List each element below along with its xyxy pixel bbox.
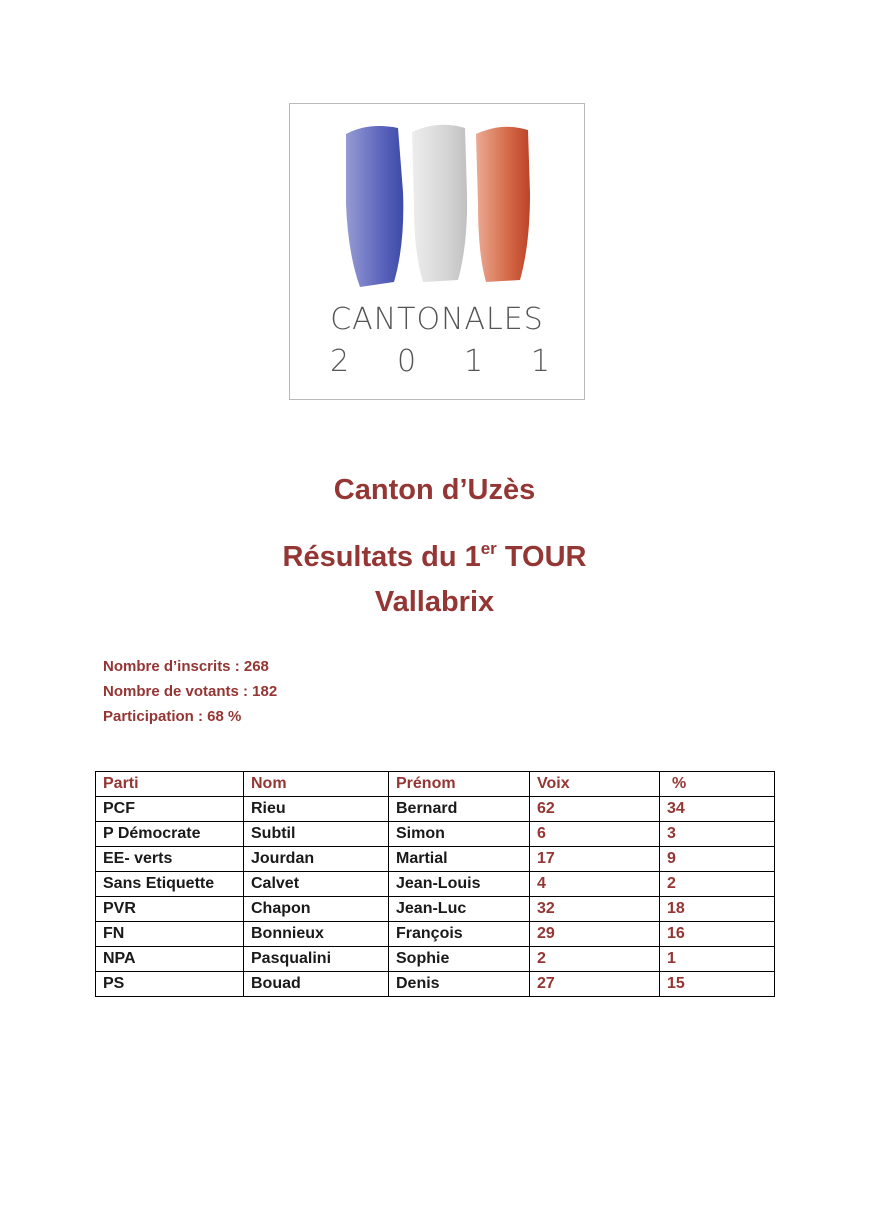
cell-percent: 9 — [660, 847, 775, 872]
results-title-sup: er — [480, 539, 497, 558]
cell-parti: PCF — [96, 797, 244, 822]
cell-nom: Calvet — [244, 872, 389, 897]
table-row — [96, 872, 775, 897]
year-digit: 0 — [396, 344, 417, 379]
cell-percent: 15 — [660, 972, 775, 997]
cell-percent: 18 — [660, 897, 775, 922]
cell-nom: Subtil — [244, 822, 389, 847]
cell-voix: 4 — [530, 872, 660, 897]
cell-prenom: Denis — [389, 972, 530, 997]
cell-prenom: Bernard — [389, 797, 530, 822]
cell-nom: Chapon — [244, 897, 389, 922]
cell-parti: FN — [96, 922, 244, 947]
cantonales-logo — [289, 103, 585, 400]
cell-nom: Rieu — [244, 797, 389, 822]
cell-percent: 3 — [660, 822, 775, 847]
header-voix: Voix — [530, 772, 660, 797]
cell-parti: PVR — [96, 897, 244, 922]
year-digit: 1 — [463, 344, 484, 379]
cell-parti: Sans Etiquette — [96, 872, 244, 897]
cell-voix: 17 — [530, 847, 660, 872]
blue-stripe — [346, 126, 403, 287]
white-stripe — [412, 125, 467, 282]
cell-nom: Bonnieux — [244, 922, 389, 947]
cell-nom: Bouad — [244, 972, 389, 997]
table-row — [96, 797, 775, 822]
cell-prenom: Jean-Luc — [389, 897, 530, 922]
cell-prenom: Sophie — [389, 947, 530, 972]
cell-parti: P Démocrate — [96, 822, 244, 847]
cell-parti: PS — [96, 972, 244, 997]
results-table — [95, 771, 775, 997]
cell-prenom: Simon — [389, 822, 530, 847]
cell-percent: 16 — [660, 922, 775, 947]
table-row — [96, 822, 775, 847]
cell-prenom: François — [389, 922, 530, 947]
table-row — [96, 922, 775, 947]
table-row — [96, 897, 775, 922]
cell-voix: 6 — [530, 822, 660, 847]
red-stripe — [476, 127, 530, 282]
cell-percent: 1 — [660, 947, 775, 972]
cell-voix: 32 — [530, 897, 660, 922]
canton-title: Canton d’Uzès — [333, 474, 536, 506]
cell-percent: 2 — [660, 872, 775, 897]
cell-voix: 29 — [530, 922, 660, 947]
cell-voix: 2 — [530, 947, 660, 972]
results-title-prefix: Résultats du 1 — [282, 541, 481, 573]
header-parti: Parti — [96, 772, 244, 797]
year-digit: 1 — [530, 344, 550, 379]
cell-prenom: Martial — [389, 847, 530, 872]
cell-voix: 62 — [530, 797, 660, 822]
cell-nom: Pasqualini — [244, 947, 389, 972]
voting-stats — [103, 654, 277, 729]
header-nom: Nom — [244, 772, 389, 797]
cell-voix: 27 — [530, 972, 660, 997]
table-row — [96, 972, 775, 997]
cell-nom: Jourdan — [244, 847, 389, 872]
results-title-suffix: TOUR — [496, 541, 587, 573]
header-percent: % — [660, 772, 775, 797]
table-header-row — [96, 772, 775, 797]
table-row — [96, 847, 775, 872]
commune-title: Vallabrix — [374, 586, 495, 618]
logo-title: CANTONALES — [330, 302, 544, 337]
inscrits-count: Nombre d’inscrits : 268 — [103, 658, 269, 675]
logo-year — [290, 344, 584, 379]
header-prenom: Prénom — [389, 772, 530, 797]
participation-rate: Participation : 68 % — [103, 708, 242, 725]
cell-parti: NPA — [96, 947, 244, 972]
cell-parti: EE- verts — [96, 847, 244, 872]
cell-prenom: Jean-Louis — [389, 872, 530, 897]
results-title — [0, 539, 869, 574]
table-row — [96, 947, 775, 972]
cell-percent: 34 — [660, 797, 775, 822]
votants-count: Nombre de votants : 182 — [103, 683, 278, 700]
year-digit: 2 — [330, 344, 350, 379]
